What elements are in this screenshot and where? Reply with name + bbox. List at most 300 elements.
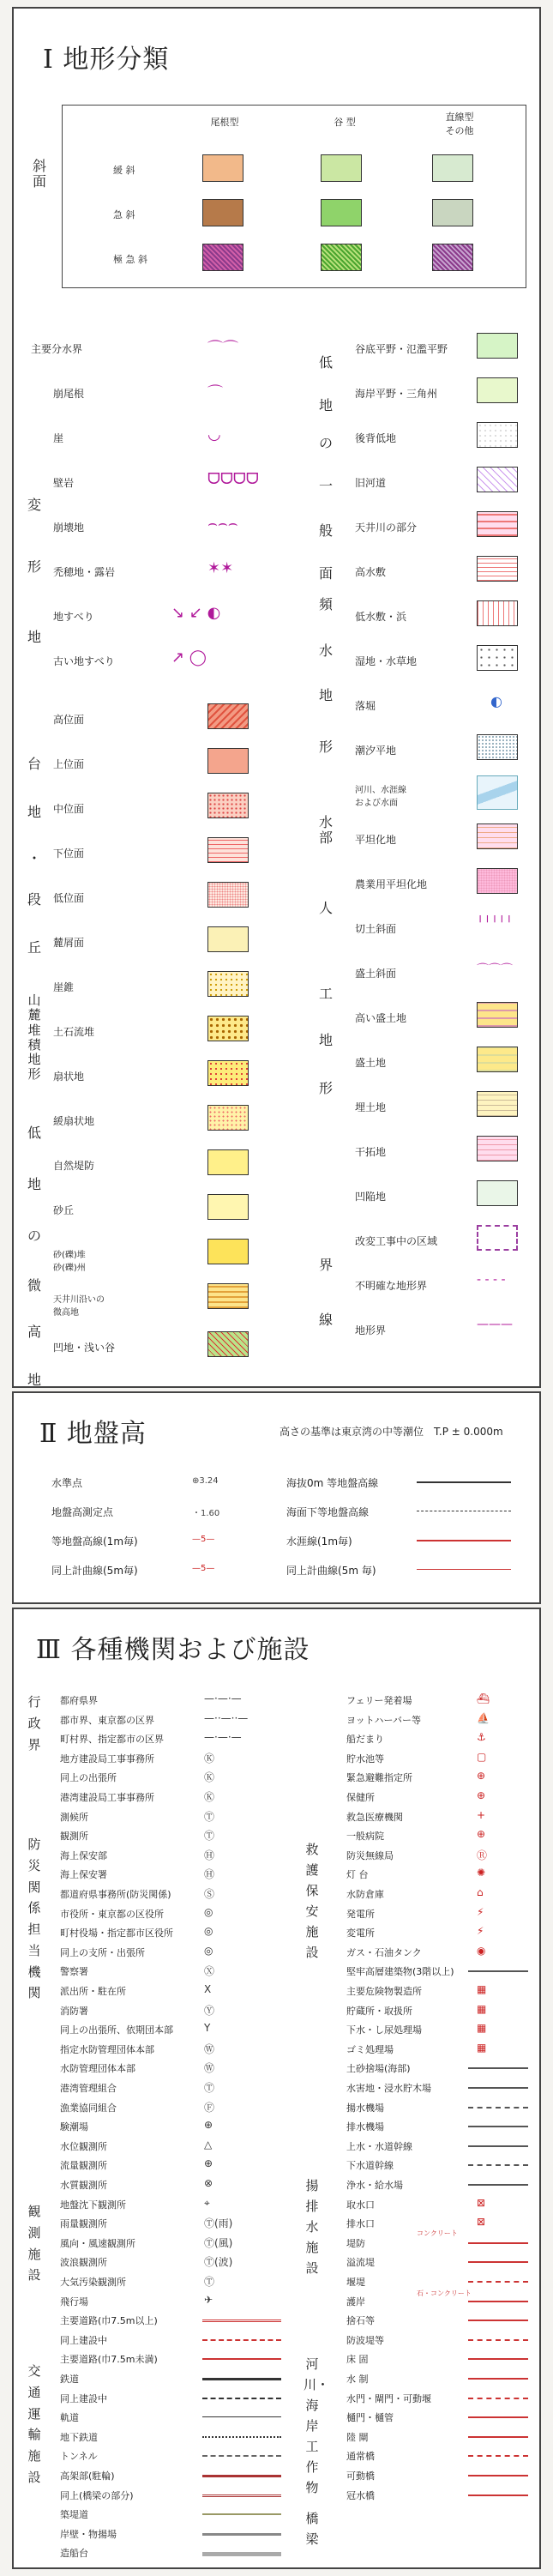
facility-right-line (468, 2126, 528, 2127)
facility-left-line (202, 2475, 281, 2477)
slope-col-header: 直線型 その他 (445, 112, 474, 136)
facility-left-label: 流量観測所 (60, 2160, 107, 2172)
facility-right-line (468, 2378, 528, 2380)
facility-left-label: トンネル (60, 2451, 98, 2463)
slope-swatch (202, 199, 243, 226)
terrain-classification-panel (12, 7, 541, 1388)
terrain-right-label: 地形界 (355, 1324, 387, 1336)
facility-left-line (202, 2436, 281, 2438)
facility-left-label: 主要道路(巾7.5m未満) (60, 2354, 158, 2366)
terrain-right-label: 海岸平野・三角州 (355, 388, 438, 400)
terrain-left-label: 主要分水界 (31, 343, 83, 355)
terrain-left-label: 崩壊地 (53, 522, 85, 534)
facility-right-label: 冠水橋 (346, 2489, 375, 2501)
facility-left-label: 高架部(駐輪) (60, 2470, 115, 2482)
facility-group-text: 救護保安施設 (305, 1842, 319, 1960)
facility-right-label: 主要危険物製造所 (346, 1986, 422, 1997)
terrain-symbol-icon: ⌒⌒ (207, 340, 238, 358)
facility-group-text: 防災関係担当機関 (27, 1837, 41, 2001)
facility-right-label: 取水口 (346, 2199, 375, 2211)
terrain-group-label-left: 低 (27, 1125, 41, 1141)
terrain-symbol-icon: ⌒ (207, 384, 223, 402)
terrain-symbol-icon: ᗜᗜᗜᗜ (207, 470, 259, 488)
ground-left-sample: —5— (192, 1535, 215, 1544)
terrain-right-label: 後背低地 (355, 432, 397, 444)
terrain-swatch (207, 1283, 249, 1309)
ground-left-label: 等地盤高線(1m毎) (51, 1535, 138, 1547)
facility-left-label: 同上の支所・出張所 (60, 1946, 145, 1958)
facility-left-label: 都府県界 (60, 1695, 98, 1706)
facility-right-label: 灯 台 (346, 1869, 369, 1881)
facility-left-symbol-icon: —··—··— (204, 1711, 249, 1724)
facility-right-line (468, 2301, 528, 2302)
terrain-swatch (477, 1002, 518, 1028)
ground-left-label: 同上計曲線(5m毎) (51, 1565, 138, 1577)
facility-right-symbol-icon: ⚡ (477, 1905, 484, 1918)
terrain-group-label-left: 形 (27, 558, 41, 575)
facility-left-label: 主要道路(巾7.5m以上) (60, 2315, 158, 2327)
facility-left-label: 漁業協同組合 (60, 2102, 117, 2114)
terrain-swatch (207, 1149, 249, 1175)
terrain-group-label-right: 面 (318, 565, 333, 582)
terrain-right-label: 凹陥地 (355, 1191, 387, 1203)
facility-left-line (202, 2358, 281, 2360)
terrain-swatch (477, 377, 518, 403)
ground-height-panel (12, 1391, 541, 1604)
terrain-symbol-icon: ◡ (207, 425, 221, 443)
facility-group-text: 揚排水施設 (305, 2178, 319, 2276)
terrain-swatch (207, 1194, 249, 1220)
terrain-left-label: 禿穂地・露岩 (53, 566, 116, 578)
facility-right-label: ヨットハーバー等 (346, 1714, 422, 1726)
facility-left-label: 地方建設局工事事務所 (60, 1753, 154, 1765)
terrain-symbol-icon: ——— (477, 1318, 513, 1331)
terrain-swatch (207, 1239, 249, 1264)
facility-left-symbol-icon: —·—·— (204, 1731, 242, 1744)
facility-group-label-right (304, 2354, 330, 2498)
terrain-swatch (207, 926, 249, 952)
terrain-group-label-left: の (27, 1228, 41, 1244)
slope-swatch (321, 199, 362, 226)
terrain-group-label-right: 水 (318, 642, 333, 659)
facility-left-symbol-icon: Ⓕ (204, 2101, 215, 2114)
terrain-group-label-right: の (318, 435, 333, 451)
facility-left-line (202, 2416, 281, 2417)
ground-right-label: 同上計曲線(5m 毎) (286, 1565, 376, 1577)
terrain-group-label-left: 微 (27, 1277, 41, 1294)
facility-left-line (202, 2320, 281, 2322)
section3-title: Ⅲ 各種機関および施設 (36, 1635, 310, 1665)
facility-right-line (468, 1970, 528, 1972)
facility-left-label: 軌道 (60, 2412, 79, 2424)
slope-swatch (432, 154, 473, 182)
terrain-right-label: 改変工事中の区域 (355, 1235, 438, 1247)
ground-right-line (417, 1481, 511, 1483)
terrain-right-label: 切土斜面 (355, 923, 397, 935)
terrain-swatch (477, 1047, 518, 1072)
facility-left-label: 観測所 (60, 1831, 88, 1843)
terrain-symbol-icon: ✶✶ (207, 559, 234, 577)
facility-right-line (468, 2495, 528, 2496)
facility-right-label: 下水道幹線 (346, 2160, 394, 2172)
facility-right-label: 堤防 (346, 2237, 365, 2249)
terrain-right-label: 谷底平野・氾濫平野 (355, 343, 448, 355)
facility-left-symbol-icon: Ⓣ(波) (204, 2256, 233, 2269)
terrain-left-label: 自然堤防 (53, 1160, 95, 1172)
terrain-group-text: 山麓堆積地形 (27, 992, 41, 1083)
facility-right-line (468, 2436, 528, 2438)
terrain-left-label: 崖 (53, 432, 64, 444)
facility-right-label: 防災無線局 (346, 1849, 394, 1861)
facility-right-symbol-icon: ⊕ (477, 1789, 486, 1801)
facility-group-text: 観測施設 (27, 2204, 41, 2283)
terrain-swatch (477, 511, 518, 537)
terrain-left-label: 土石流堆 (53, 1026, 95, 1038)
facility-right-symbol-icon: ⊕ (477, 1828, 486, 1841)
ground-left-label: 地盤高測定点 (51, 1506, 114, 1518)
ground-left-sample: ・1.60 (192, 1509, 220, 1518)
facility-right-label: 樋門・樋管 (346, 2412, 394, 2424)
facility-right-label: 変電所 (346, 1927, 375, 1940)
terrain-group-label-right: 工 (318, 986, 333, 1002)
facility-left-label: 派出所・駐在所 (60, 1986, 126, 1997)
ground-right-label: 水涯線(1m毎) (286, 1535, 352, 1547)
facility-left-symbol-icon: Ⓢ (204, 1888, 215, 1900)
facility-left-line (202, 2398, 281, 2399)
facility-group-label-right (304, 2508, 321, 2549)
facility-right-symbol-icon: ⚡ (477, 1925, 484, 1938)
terrain-right-label: 農業用平坦化地 (355, 878, 428, 890)
facility-left-symbol-icon: ⊕ (204, 2157, 213, 2170)
facility-left-label: 同上の出張所、依期団本部 (60, 2024, 173, 2036)
facility-left-label: 波浪観測所 (60, 2257, 107, 2269)
slope-col-header: 谷 型 (334, 117, 356, 128)
facility-left-label: 雨量観測所 (60, 2218, 107, 2230)
terrain-left-label: 崩尾根 (53, 388, 85, 400)
terrain-swatch (207, 1105, 249, 1131)
ground-left-label: 水準点 (51, 1477, 83, 1489)
facility-right-label: 救急医療機関 (346, 1811, 403, 1823)
facility-right-symbol-icon: Ⓡ (477, 1849, 488, 1861)
facility-left-line (202, 2455, 281, 2457)
facility-right-label: 床 固 (346, 2354, 369, 2366)
facility-left-label: 水質観測所 (60, 2180, 107, 2191)
facility-left-label: 町村界、指定都市の区界 (60, 1734, 164, 1746)
slope-swatch (321, 244, 362, 271)
facility-left-label: 同上建設中 (60, 2392, 107, 2404)
terrain-symbol-icon: - - - - (477, 1273, 506, 1287)
facility-left-label: 風向・風速観測所 (60, 2237, 135, 2249)
facility-right-label: 水害地・浸水貯木場 (346, 2083, 431, 2094)
facility-group-text: 河川・海岸工作物 (304, 2356, 330, 2495)
facility-left-label: 水防管理団体本部 (60, 2063, 135, 2075)
facility-right-symbol-icon: ⊠ (477, 2196, 486, 2209)
terrain-group-label-right: 般 (318, 522, 333, 539)
terrain-group-label-right: 形 (318, 1080, 333, 1096)
facility-right-label: 排水機場 (346, 2121, 384, 2133)
terrain-swatch (207, 793, 249, 818)
terrain-right-label: 低水敷・浜 (355, 611, 407, 623)
facility-right-line (468, 2455, 528, 2457)
facility-left-label: 港湾建設局工事事務所 (60, 1792, 154, 1803)
facility-right-label: ガス・石油タンク (346, 1946, 422, 1958)
ground-left-sample: —5— (192, 1564, 215, 1573)
facility-right-symbol-icon: ▦ (477, 2002, 487, 2015)
facility-left-symbol-icon: Ⓨ (204, 2004, 215, 2017)
facility-left-symbol-icon: Y (204, 2022, 211, 2035)
facility-left-symbol-icon: Ⓣ (204, 1810, 215, 1823)
facility-group-label-left (26, 2361, 43, 2489)
facility-left-line (202, 2533, 281, 2536)
facility-right-label: 上水・水道幹線 (346, 2140, 412, 2152)
terrain-right-label: 旧河道 (355, 477, 387, 489)
terrain-swatch (207, 882, 249, 908)
facility-left-symbol-icon: X (204, 1983, 212, 1995)
facility-left-symbol-icon: Ⓧ (204, 1965, 215, 1978)
terrain-group-label-left: 変 (27, 497, 41, 513)
facility-left-symbol-icon: Ⓣ (204, 2082, 215, 2094)
section1-title: Ⅰ 地形分類 (43, 45, 170, 75)
facility-right-label: 水門・閘門・可動堰 (346, 2392, 431, 2404)
facility-left-symbol-icon: Ⓦ (204, 2062, 215, 2075)
terrain-group-label-right: 頻 (318, 596, 333, 612)
terrain-swatch (207, 837, 249, 863)
facility-right-label: 陸 閘 (346, 2431, 369, 2443)
facility-right-label: 堅牢高層建築物(3階以上) (346, 1966, 454, 1978)
terrain-right-label: 不明確な地形界 (355, 1280, 428, 1292)
facility-right-line (468, 2475, 528, 2476)
terrain-left-label: 砂(礫)堆 砂(礫)州 (53, 1251, 86, 1273)
facility-left-symbol-icon: Ⓦ (204, 2042, 215, 2055)
facility-left-label: 同上(橋梁の部分) (60, 2489, 134, 2501)
terrain-group-label-right: 人 (318, 900, 333, 916)
facility-left-symbol-icon: Ⓚ (204, 1752, 215, 1765)
facilities-panel (12, 1608, 541, 2569)
facility-left-label: 地盤沈下観測所 (60, 2199, 126, 2211)
facility-left-label: 海上保安部 (60, 1849, 107, 1861)
facility-left-label: 地下鉄道 (60, 2431, 98, 2443)
terrain-group-label-left: 高 (27, 1324, 41, 1340)
facility-right-label: 緊急避難指定所 (346, 1772, 412, 1784)
terrain-swatch (477, 645, 518, 671)
terrain-group-label-left: 地 (27, 1176, 41, 1192)
facility-left-symbol-icon: ◎ (204, 1944, 213, 1957)
terrain-swatch (477, 1136, 518, 1161)
section2-title: Ⅱ 地盤高 (39, 1419, 147, 1449)
facility-right-label: 浄水・給水場 (346, 2180, 403, 2191)
terrain-group-label-right: 地 (318, 397, 333, 413)
terrain-group-label-right: 形 (318, 739, 333, 755)
terrain-group-label-right: 一 (318, 478, 333, 494)
facility-right-label: 船だまり (346, 1734, 384, 1746)
facility-right-symbol-icon: ⌂ (477, 1886, 484, 1898)
facility-right-label: 発電所 (346, 1908, 375, 1920)
facility-right-line (468, 2358, 528, 2360)
facility-right-label: 土砂捨場(海部) (346, 2063, 411, 2075)
terrain-right-label: 潮汐平地 (355, 745, 397, 757)
facility-left-label: 指定水防管理団体本部 (60, 2043, 154, 2055)
facility-right-label: 溢流堤 (346, 2257, 375, 2269)
facility-right-symbol-icon: ▢ (477, 1750, 487, 1763)
terrain-swatch (477, 333, 518, 359)
facility-left-label: 同上の出張所 (60, 1772, 117, 1784)
facility-right-line (468, 2416, 528, 2418)
terrain-left-label: 扇状地 (53, 1071, 85, 1083)
terrain-swatch (207, 1060, 249, 1086)
facility-group-label-left (26, 1834, 43, 2004)
stone-concrete-note: 石・コンクリート (417, 2289, 472, 2297)
facility-left-symbol-icon: Ⓣ(雨) (204, 2217, 233, 2230)
facility-left-label: 郡市界、東京都の区界 (60, 1714, 154, 1726)
terrain-group-label-right: 低 (318, 354, 333, 371)
facility-left-symbol-icon: Ⓣ(風) (204, 2236, 233, 2249)
facility-right-line (468, 2320, 528, 2321)
facility-right-label: 通常橋 (346, 2451, 375, 2463)
facility-left-label: 岸壁・物揚場 (60, 2528, 117, 2540)
facility-right-label: フェリー発着場 (346, 1695, 412, 1706)
terrain-group-label-right: 地 (318, 1032, 333, 1048)
facility-left-label: 大気汚染観測所 (60, 2277, 126, 2288)
facility-right-line (468, 2398, 528, 2399)
slope-swatch (432, 199, 473, 226)
slope-swatch (202, 154, 243, 182)
facility-left-label: 造船台 (60, 2548, 88, 2560)
terrain-swatch (207, 971, 249, 997)
slope-swatch (321, 154, 362, 182)
terrain-swatch (207, 1016, 249, 1041)
terrain-group-label-left: ・ (27, 850, 41, 866)
slope-swatch (432, 244, 473, 271)
facility-right-line (468, 2164, 528, 2166)
facility-right-line (468, 2242, 528, 2244)
facility-left-label: 港湾管理組合 (60, 2083, 117, 2094)
facility-right-label: 揚水機場 (346, 2102, 384, 2114)
facility-right-line (468, 2339, 528, 2341)
terrain-right-label: 干拓地 (355, 1146, 387, 1158)
facility-right-symbol-icon: ⚓ (477, 1731, 486, 1744)
terrain-left-label: 低位面 (53, 892, 85, 904)
terrain-left-label: 天井川沿いの 微高地 (53, 1295, 105, 1318)
terrain-swatch (207, 703, 249, 729)
facility-group-text: 行政界 (27, 1694, 41, 1753)
facility-left-symbol-icon: Ⓗ (204, 1868, 215, 1881)
facility-left-line (202, 2513, 281, 2515)
facility-right-label: 貯水池等 (346, 1753, 384, 1765)
terrain-right-label: 盛土斜面 (355, 968, 397, 980)
facility-group-label-left (26, 2201, 43, 2286)
slope-row-label: 極 急 斜 (113, 254, 147, 265)
terrain-symbol-icon: ⌢⌢⌢ (207, 515, 238, 533)
slope-swatch (202, 244, 243, 271)
ground-right-line (417, 1540, 511, 1541)
terrain-right-label: 平坦化地 (355, 834, 397, 846)
facility-left-label: 飛行場 (60, 2295, 88, 2308)
facility-right-symbol-icon: ✺ (477, 1867, 486, 1879)
terrain-right-label: 埋土地 (355, 1101, 387, 1113)
facility-left-label: 水位観測所 (60, 2140, 107, 2152)
terrain-group-label-left: 地 (27, 804, 41, 820)
terrain-right-label: 湿地・水草地 (355, 655, 418, 667)
terrain-group-label-right: 界 (318, 1257, 333, 1273)
facility-left-label: 都道府県事務所(防災関係) (60, 1889, 171, 1900)
terrain-group-label-right: 地 (318, 687, 333, 703)
terrain-left-label: 緩扇状地 (53, 1115, 95, 1127)
facility-right-label: 下水・し尿処理場 (346, 2024, 422, 2036)
facility-left-symbol-icon: Ⓣ (204, 2276, 215, 2288)
terrain-left-label: 地すべり (53, 611, 94, 623)
terrain-group-label-left: 台 (27, 756, 41, 772)
terrain-group-label-right: 線 (318, 1312, 333, 1328)
terrain-group-label-left: 地 (27, 629, 41, 645)
terrain-left-label: 上位面 (53, 758, 85, 770)
terrain-left-label: 壁岩 (53, 477, 75, 489)
facility-left-label: 験潮場 (60, 2121, 88, 2133)
terrain-symbol-icon: ◐ (490, 693, 502, 709)
facility-left-line (202, 2339, 281, 2341)
facility-left-label: 警察署 (60, 1966, 88, 1978)
facility-right-label: 貯蔵所・取扱所 (346, 2005, 412, 2017)
facility-right-label: 可動橋 (346, 2470, 375, 2482)
terrain-swatch (477, 868, 518, 894)
terrain-left-label: 崖錐 (53, 981, 75, 993)
facility-right-label: 水防倉庫 (346, 1889, 384, 1900)
facility-left-symbol-icon: ✈ (204, 2293, 213, 2306)
facility-right-line (468, 2087, 528, 2089)
facility-right-symbol-icon: ◉ (477, 1944, 486, 1957)
facility-right-label: 堰堤 (346, 2277, 365, 2288)
terrain-symbol-icon: ↗ ◯ (171, 649, 207, 667)
terrain-right-label: 河川、水涯線 および水面 (355, 786, 406, 808)
facility-left-line (202, 2378, 281, 2380)
terrain-left-label: 高位面 (53, 714, 85, 726)
facility-right-line (468, 2107, 528, 2108)
terrain-swatch (477, 775, 518, 810)
facility-left-label: 同上建設中 (60, 2334, 107, 2346)
terrain-group-label-left: 段 (27, 891, 41, 908)
facility-right-label: 捨石等 (346, 2315, 375, 2327)
facility-right-label: 保健所 (346, 1792, 375, 1803)
facility-left-label: 測候所 (60, 1811, 88, 1823)
facility-left-symbol-icon: ⊕ (204, 2119, 213, 2132)
terrain-swatch (477, 600, 518, 626)
ground-right-line (417, 1569, 511, 1570)
terrain-right-label: 盛土地 (355, 1057, 387, 1069)
facility-left-label: 消防署 (60, 2005, 88, 2017)
facility-right-label: ゴミ処理場 (346, 2043, 394, 2055)
terrain-swatch (477, 823, 518, 849)
terrain-symbol-icon: ↘ ↙ ◐ (171, 604, 221, 622)
facility-right-label: 一般病院 (346, 1831, 384, 1843)
facility-right-symbol-icon: + (477, 1808, 486, 1821)
facility-left-symbol-icon: ◎ (204, 1905, 213, 1918)
facility-group-label-right (304, 1839, 321, 1963)
facility-right-label: 防波堤等 (346, 2334, 384, 2346)
facility-left-symbol-icon: ◎ (204, 1925, 213, 1938)
terrain-left-label: 中位面 (53, 803, 85, 815)
datum-note: 高さの基準は東京湾の中等潮位 T.P ± 0.000m (280, 1426, 503, 1438)
facility-right-label: 護岸 (346, 2295, 365, 2308)
slope-group-label (31, 159, 48, 190)
ground-right-label: 海面下等地盤高線 (286, 1506, 370, 1518)
facility-group-text: 交通運輸施設 (27, 2363, 41, 2485)
facility-left-symbol-icon: —·—·— (204, 1692, 242, 1704)
facility-right-line (468, 2261, 528, 2263)
terrain-swatch (207, 1331, 249, 1357)
facility-left-symbol-icon: ⊗ (204, 2177, 213, 2189)
ground-right-label: 海抜0m 等地盤高線 (286, 1477, 379, 1489)
facility-left-label: 海上保安署 (60, 1869, 107, 1881)
concrete-note: コンクリート (417, 2229, 458, 2237)
